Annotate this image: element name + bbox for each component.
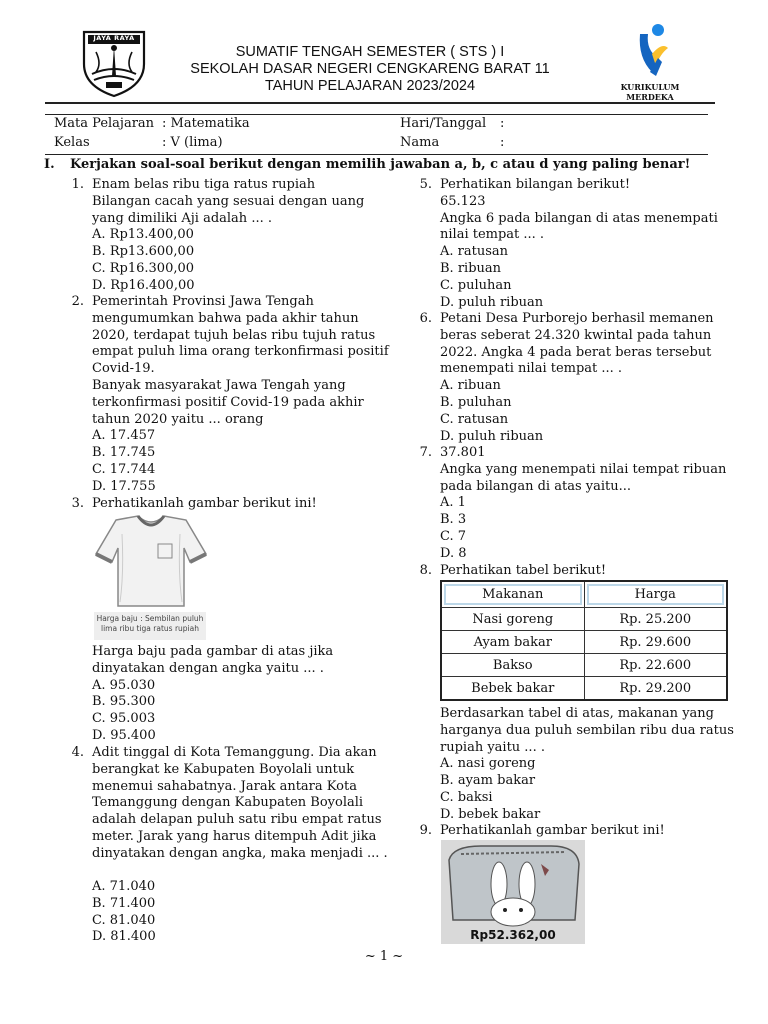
option-a: A. 17.457 bbox=[92, 428, 156, 444]
question-number: 9. bbox=[419, 823, 432, 838]
header-harga: Harga bbox=[587, 584, 725, 605]
option-b: B. 3 bbox=[440, 512, 467, 528]
food-price-table bbox=[440, 580, 728, 701]
table-cell-food: Bebek bakar bbox=[441, 677, 584, 701]
kurikulum-merdeka-logo bbox=[600, 22, 700, 102]
tshirt-caption bbox=[94, 612, 206, 640]
day-label: Hari/Tanggal bbox=[400, 116, 487, 131]
question-number: 2. bbox=[71, 294, 84, 309]
question-number: 4. bbox=[71, 745, 84, 760]
option-a: A. 71.040 bbox=[92, 879, 156, 894]
option-c: C. puluhan bbox=[440, 277, 512, 293]
option-d: D. puluh ribuan bbox=[440, 428, 544, 444]
class-label: Kelas bbox=[54, 135, 90, 150]
question-text: harganya dua puluh sembilan ribu dua ratus bbox=[440, 722, 734, 738]
info-bottom-border bbox=[45, 154, 708, 155]
header-divider-thick bbox=[45, 102, 715, 104]
caption-line: lima ribu tiga ratus rupiah bbox=[101, 624, 199, 633]
question-text: 2022. Angka 4 pada berat beras tersebut bbox=[440, 344, 712, 360]
option-a: A. 95.030 bbox=[92, 677, 156, 693]
question-text: Pemerintah Provinsi Jawa Tengah bbox=[92, 294, 314, 309]
info-top-border bbox=[45, 114, 708, 115]
table-cell-food: Bakso bbox=[441, 654, 584, 677]
tshirt-icon bbox=[94, 514, 208, 610]
name-value: : bbox=[500, 135, 505, 150]
question-text: rupiah yaitu ... . bbox=[440, 739, 545, 755]
question-text: dinyatakan dengan angka, maka menjadi ... . bbox=[92, 845, 388, 861]
question-text: 65.123 bbox=[440, 193, 486, 209]
option-b: B. puluhan bbox=[440, 394, 512, 410]
logo-right-text: KURIKULUM MERDEKA bbox=[620, 82, 680, 102]
table-cell-price: Rp. 29.200 bbox=[584, 677, 727, 701]
question-text: Harga baju pada gambar di atas jika bbox=[92, 644, 334, 659]
section-number: I. bbox=[44, 157, 55, 172]
question-text: dinyatakan dengan angka yaitu ... . bbox=[92, 660, 324, 676]
option-b: B. Rp13.600,00 bbox=[92, 244, 195, 260]
question-text: menemui sahabatnya. Jarak antara Kota bbox=[92, 778, 357, 794]
question-text: beras seberat 24.320 kwintal pada tahun bbox=[440, 327, 712, 343]
day-value: : bbox=[500, 116, 505, 131]
option-b: B. 71.400 bbox=[92, 895, 156, 911]
option-d: D. bebek bakar bbox=[440, 806, 541, 822]
question-text: Perhatikan tabel berikut! bbox=[440, 563, 607, 578]
option-d: D. 95.400 bbox=[92, 727, 156, 743]
header-line-1: SUMATIF TENGAH SEMESTER ( STS ) I bbox=[235, 44, 505, 60]
pencil-case-image bbox=[441, 840, 585, 944]
option-d: D. 8 bbox=[440, 545, 467, 561]
question-text: Temanggung dengan Kabupaten Boyolali bbox=[92, 795, 364, 811]
question-text: empat puluh lima orang terkonfirmasi positif bbox=[92, 344, 389, 360]
option-c: C. 95.003 bbox=[92, 711, 156, 727]
kurikulum-merdeka-icon bbox=[600, 22, 700, 84]
question-text: nilai tempat ... . bbox=[440, 227, 545, 243]
question-text: adalah delapan puluh satu ribu empat ratus bbox=[92, 812, 382, 828]
question-text: Enam belas ribu tiga ratus rupiah bbox=[92, 177, 316, 192]
pencil-case-price: Rp52.362,00 bbox=[470, 928, 556, 942]
option-a: A. Rp13.400,00 bbox=[92, 227, 194, 243]
question-text: Bilangan cacah yang sesuai dengan uang bbox=[92, 193, 365, 209]
question-text: mengumumkan bahwa pada akhir tahun bbox=[92, 310, 359, 326]
school-logo bbox=[80, 24, 148, 98]
option-b: B. ribuan bbox=[440, 260, 502, 276]
subject-label: Mata Pelajaran bbox=[54, 116, 155, 131]
table-row bbox=[441, 608, 727, 631]
option-d: D. 81.400 bbox=[92, 929, 156, 945]
question-number: 5. bbox=[419, 177, 432, 192]
question-text: terkonfirmasi positif Covid-19 pada akhir bbox=[92, 394, 364, 410]
question-text: Banyak masyarakat Jawa Tengah yang bbox=[92, 377, 346, 393]
table-row bbox=[441, 631, 727, 654]
question-text: Perhatikan bilangan berikut! bbox=[440, 177, 631, 192]
table-cell-price: Rp. 29.600 bbox=[584, 631, 727, 654]
option-c: C. ratusan bbox=[440, 411, 509, 427]
option-b: B. ayam bakar bbox=[440, 773, 536, 789]
option-a: A. nasi goreng bbox=[440, 756, 536, 772]
option-d: D. puluh ribuan bbox=[440, 294, 544, 310]
question-text: Berdasarkan tabel di atas, makanan yang bbox=[440, 706, 714, 721]
table-header-cell bbox=[441, 581, 584, 608]
question-text: menempati nilai tempat ... . bbox=[440, 361, 623, 377]
option-b: B. 17.745 bbox=[92, 445, 156, 461]
question-number: 3. bbox=[71, 496, 84, 511]
table-row bbox=[441, 654, 727, 677]
question-text: Adit tinggal di Kota Temanggung. Dia akan bbox=[92, 745, 377, 760]
question-number: 8. bbox=[419, 563, 432, 578]
question-text: yang dimiliki Aji adalah ... . bbox=[92, 210, 272, 226]
table-cell-price: Rp. 25.200 bbox=[584, 608, 727, 631]
question-text: berangkat ke Kabupaten Boyolali untuk bbox=[92, 761, 355, 777]
option-c: C. 81.040 bbox=[92, 912, 156, 928]
question-number: 7. bbox=[419, 445, 432, 460]
question-text: tahun 2020 yaitu ... orang bbox=[92, 411, 264, 427]
option-c: C. 17.744 bbox=[92, 461, 156, 477]
table-cell-price: Rp. 22.600 bbox=[584, 654, 727, 677]
question-number: 6. bbox=[419, 311, 432, 326]
class-value: : V (lima) bbox=[162, 135, 223, 150]
question-text: 37.801 bbox=[440, 445, 486, 460]
option-a: A. 1 bbox=[440, 495, 466, 511]
option-d: D. Rp16.400,00 bbox=[92, 277, 195, 293]
option-b: B. 95.300 bbox=[92, 694, 156, 710]
name-label: Nama bbox=[400, 135, 440, 150]
subject-value: : Matematika bbox=[162, 116, 250, 131]
question-text: Covid-19. bbox=[92, 361, 155, 377]
header-line-3: TAHUN PELAJARAN 2023/2024 bbox=[264, 78, 476, 94]
option-c: C. Rp16.300,00 bbox=[92, 260, 195, 276]
page-number: ~ 1 ~ bbox=[364, 949, 404, 964]
question-text: 2020, terdapat tujuh belas ribu tujuh ratus bbox=[92, 327, 376, 343]
table-header-row bbox=[441, 581, 727, 608]
option-c: C. 7 bbox=[440, 528, 467, 544]
question-text: pada bilangan di atas yaitu... bbox=[440, 478, 632, 494]
option-c: C. baksi bbox=[440, 789, 493, 805]
question-text: Petani Desa Purborejo berhasil memanen bbox=[440, 311, 714, 326]
header-line-2: SEKOLAH DASAR NEGERI CENGKARENG BARAT 11 bbox=[190, 61, 550, 77]
option-a: A. ribuan bbox=[440, 378, 501, 394]
question-number: 1. bbox=[71, 177, 84, 192]
table-cell-food: Nasi goreng bbox=[441, 608, 584, 631]
question-text: Perhatikanlah gambar berikut ini! bbox=[92, 496, 317, 511]
table-row bbox=[441, 677, 727, 701]
tshirt-image bbox=[94, 514, 208, 640]
question-text: Angka 6 pada bilangan di atas menempati bbox=[440, 210, 718, 226]
table-header-cell bbox=[584, 581, 727, 608]
question-text: meter. Jarak yang harus ditempuh Adit jika bbox=[92, 828, 377, 844]
section-instruction: Kerjakan soal-soal berikut dengan memilih jawaban a, b, c atau d yang paling benar! bbox=[70, 157, 691, 172]
table-cell-food: Ayam bakar bbox=[441, 631, 584, 654]
option-a: A. ratusan bbox=[440, 244, 509, 260]
logo-left-text: JAYA RAYA bbox=[93, 34, 135, 42]
caption-line: Harga baju : Sembilan puluh bbox=[96, 614, 204, 623]
question-text: Perhatikanlah gambar berikut ini! bbox=[440, 823, 665, 838]
question-text: Angka yang menempati nilai tempat ribuan bbox=[440, 461, 727, 477]
option-d: D. 17.755 bbox=[92, 478, 156, 494]
pencil-case-icon bbox=[441, 840, 585, 928]
header-makanan: Makanan bbox=[444, 584, 582, 605]
